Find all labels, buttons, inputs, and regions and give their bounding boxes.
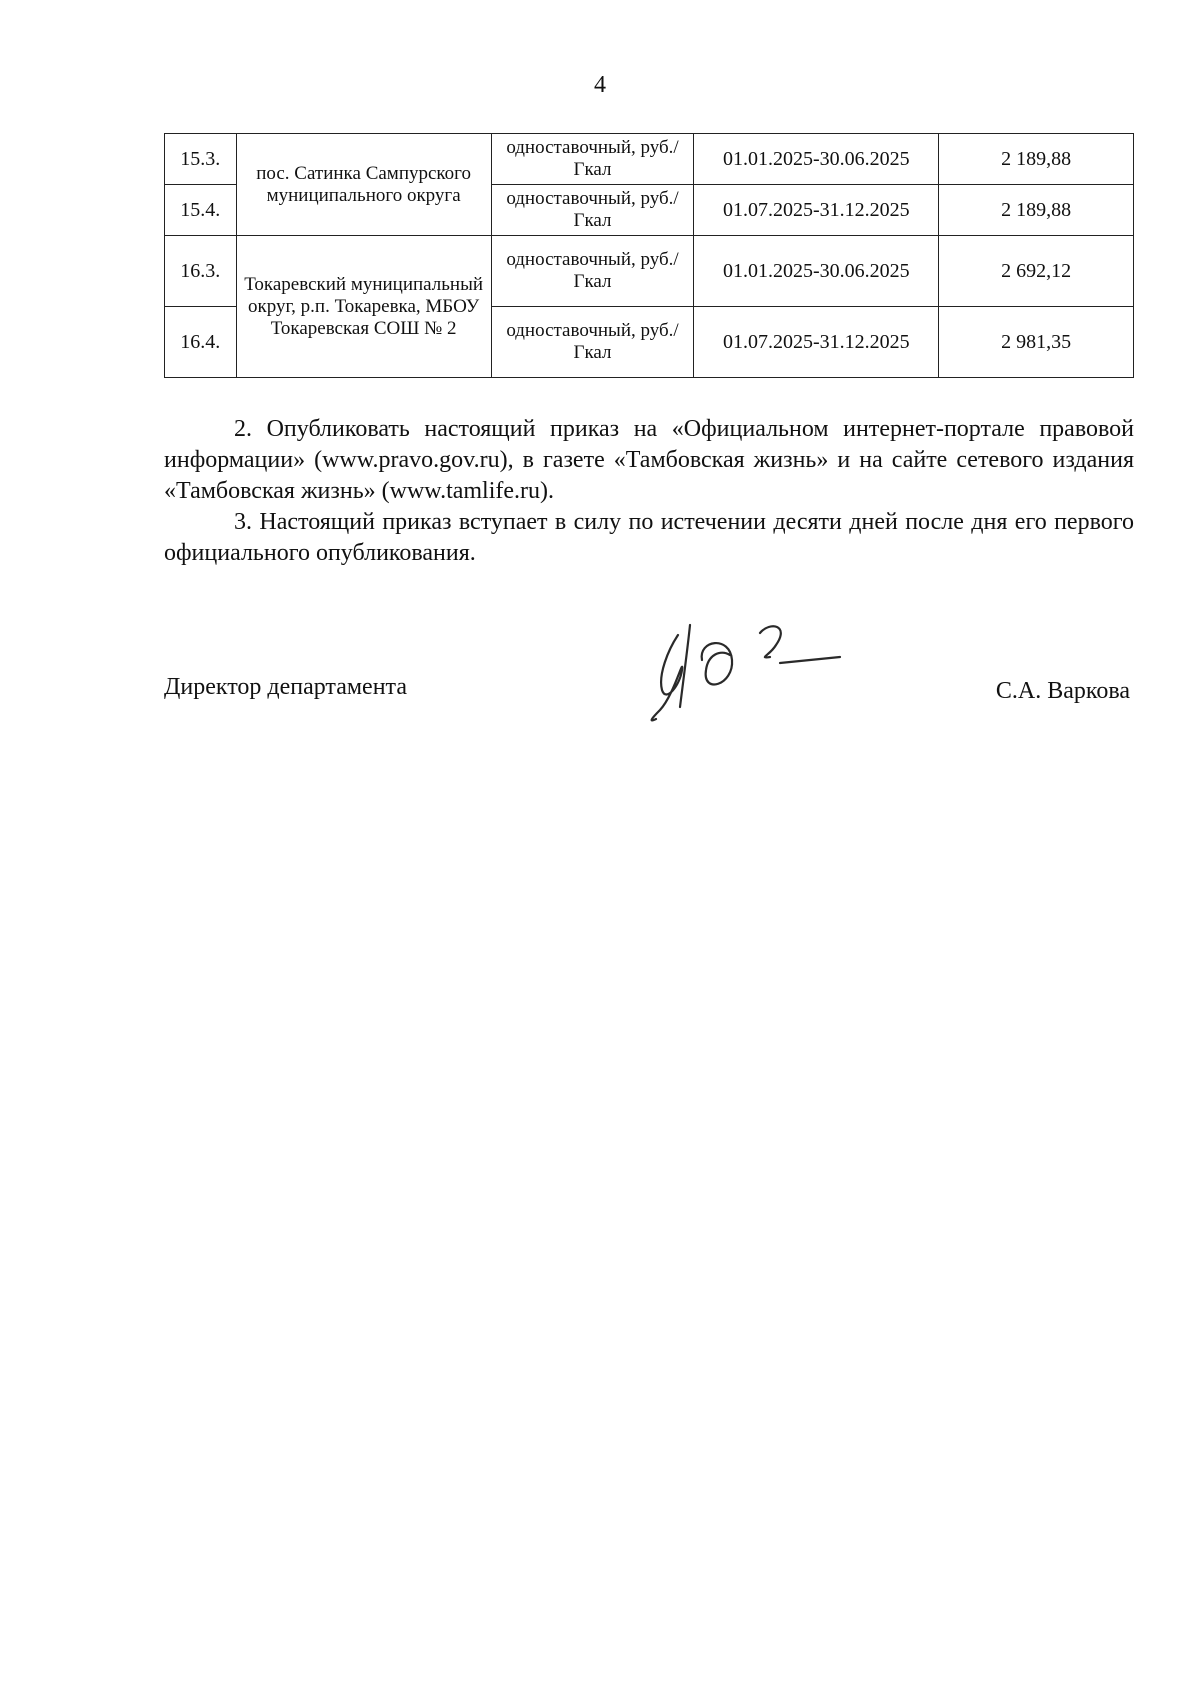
location-cell: Токаревский муниципальный округ, р.п. Токаревка, МБОУ Токаревская СОШ № 2: [236, 236, 491, 378]
row-number: 15.3.: [165, 134, 237, 185]
tariff-type: одноставочный, руб./Гкал: [491, 307, 694, 378]
tariff-period: 01.07.2025-31.12.2025: [694, 185, 939, 236]
table-row: [165, 236, 1134, 307]
tariff-period: 01.07.2025-31.12.2025: [694, 307, 939, 378]
signatory-title: Директор департамента: [164, 674, 407, 700]
tariff-period: 01.01.2025-30.06.2025: [694, 236, 939, 307]
tariff-type: одноставочный, руб./Гкал: [491, 185, 694, 236]
tariff-value: 2 189,88: [939, 134, 1134, 185]
location-cell: пос. Сатинка Сампурского муниципального округа: [236, 134, 491, 236]
tariff-period: 01.01.2025-30.06.2025: [694, 134, 939, 185]
page-number: 4: [594, 72, 606, 98]
order-text: [164, 414, 1134, 569]
table-row: [165, 134, 1134, 185]
row-number: 16.3.: [165, 236, 237, 307]
tariff-value: 2 981,35: [939, 307, 1134, 378]
row-number: 15.4.: [165, 185, 237, 236]
paragraph-effective: 3. Настоящий приказ вступает в силу по истечении десяти дней после дня его первого официального опубликования.: [164, 509, 1134, 566]
tariff-type: одноставочный, руб./Гкал: [491, 236, 694, 307]
tariff-type: одноставочный, руб./Гкал: [491, 134, 694, 185]
tariff-value: 2 692,12: [939, 236, 1134, 307]
paragraph-publish: 2. Опубликовать настоящий приказ на «Официальном интернет-портале правовой информации» (www.pravo.gov.ru), в газете «Тамбовская жизнь» и на сайте сетевого издания «Тамбовская жизнь» (www.tamlife.ru).: [164, 416, 1134, 504]
tariff-value: 2 189,88: [939, 185, 1134, 236]
tariff-table: [164, 133, 1134, 378]
signatory-name: С.А. Варкова: [995, 678, 1130, 704]
handwritten-signature: [640, 615, 850, 725]
row-number: 16.4.: [165, 307, 237, 378]
